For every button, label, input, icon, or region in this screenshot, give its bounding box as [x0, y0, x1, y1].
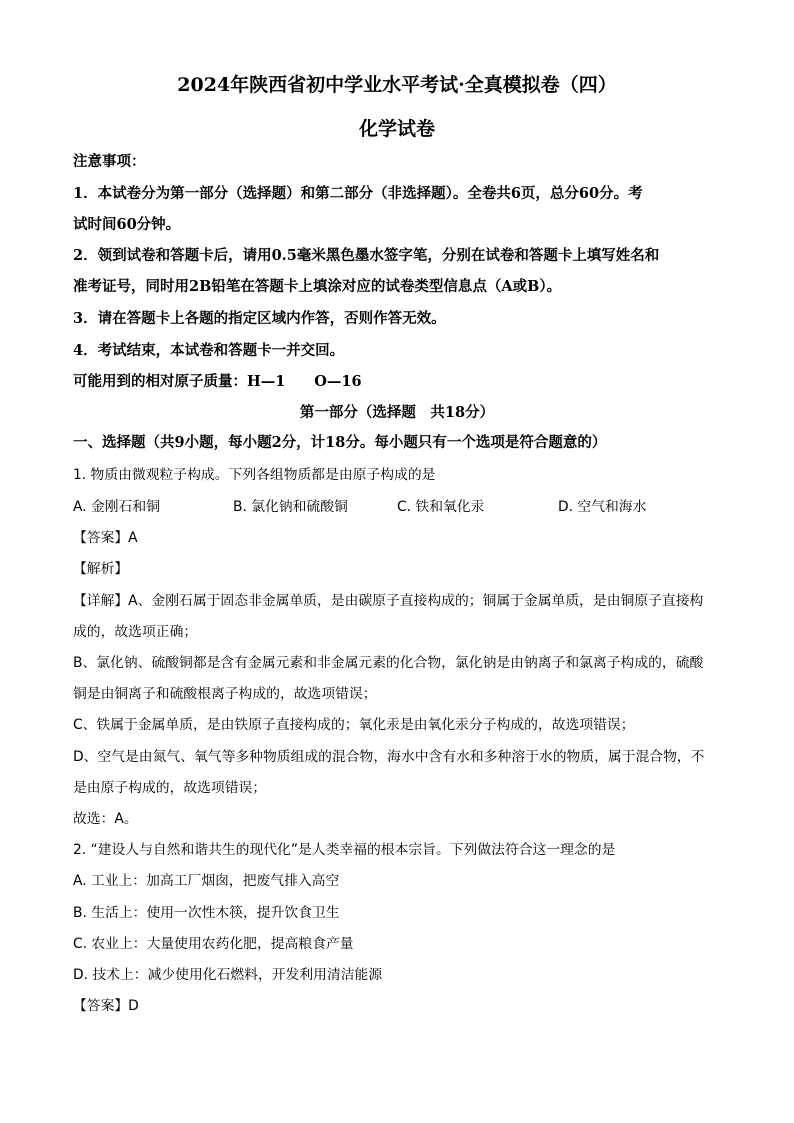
- q1-detail-line: D、空气是由氮气、氧气等多种物质组成的混合物，海水中含有水和多种溶于水的物质，属于混合物，不: [73, 749, 705, 765]
- notice-line: 准考证号，同时用2B铅笔在答题卡上填涂对应的试卷类型信息点（A或B）。: [73, 278, 562, 295]
- q1-option-b: B. 氯化钠和硫酸铜: [233, 499, 348, 515]
- q1-detail-line: 故选：A。: [73, 811, 138, 827]
- q1-detail-line: 铜是由铜离子和硫酸根离子构成的，故选项错误；: [73, 686, 377, 702]
- notice-line: 1．本试卷分为第一部分（选择题）和第二部分（非选择题）。全卷共6页，总分60分。考: [73, 185, 643, 202]
- notice-heading: 注意事项：: [73, 153, 146, 170]
- q1-option-c: C. 铁和氧化汞: [397, 499, 485, 515]
- notice-line: 试时间60分钟。: [73, 216, 181, 233]
- q1-detail-line: 成的，故选项正确；: [73, 624, 198, 640]
- section-heading: 一、选择题（共9小题，每小题2分，计18分。每小题只有一个选项是符合题意的）: [73, 434, 607, 451]
- notice-line: 4．考试结束，本试卷和答题卡一并交回。: [73, 342, 345, 359]
- q1-answer: 【答案】A: [73, 530, 138, 546]
- atomic-mass-line: 可能用到的相对原子质量：H—1 O—16: [73, 373, 362, 390]
- q2-option-c: C. 农业上：大量使用农药化肥，提高粮食产量: [73, 936, 354, 952]
- q2-option-b: B. 生活上：使用一次性木筷，提升饮食卫生: [73, 905, 340, 921]
- q2-answer: 【答案】D: [73, 998, 139, 1014]
- q1-detail-line: 是由原子构成的，故选项错误；: [73, 780, 267, 796]
- part1-heading: 第一部分（选择题 共18分）: [299, 404, 495, 421]
- q1-option-d: D. 空气和海水: [558, 499, 647, 515]
- notice-line: 2．领到试卷和答题卡后，请用0.5毫米黑色墨水签字笔，分别在试卷和答题卡上填写姓名和: [73, 247, 660, 264]
- exam-title: 2024年陕西省初中学业水平考试·全真模拟卷（四）: [177, 74, 617, 96]
- q1-detail-line: B、氯化钠、硫酸铜都是含有金属元素和非金属元素的化合物，氯化钠是由钠离子和氯离子构成的，硫酸: [73, 655, 704, 671]
- q1-detail-line: C、铁属于金属单质，是由铁原子直接构成的；氧化汞是由氧化汞分子构成的，故选项错误；: [73, 717, 635, 733]
- notice-line: 3．请在答题卡上各题的指定区域内作答，否则作答无效。: [73, 310, 446, 327]
- q2-option-a: A. 工业上：加高工厂烟囱，把废气排入高空: [73, 873, 340, 889]
- q1-analysis-label: 【解析】: [73, 561, 129, 577]
- q2-option-d: D. 技术上：减少使用化石燃料，开发利用清洁能源: [73, 967, 383, 983]
- exam-subtitle: 化学试卷: [358, 118, 435, 140]
- q1-stem: 1. 物质由微观粒子构成。下列各组物质都是由原子构成的是: [73, 467, 436, 483]
- q2-stem: 2. “建设人与自然和谐共生的现代化”是人类幸福的根本宗旨。下列做法符合这一理念的是: [73, 842, 616, 858]
- q1-option-a: A. 金刚石和铜: [73, 499, 160, 515]
- q1-detail-line: 【详解】A、金刚石属于固态非金属单质，是由碳原子直接构成的；铜属于金属单质，是由铜原子直接构: [73, 593, 704, 609]
